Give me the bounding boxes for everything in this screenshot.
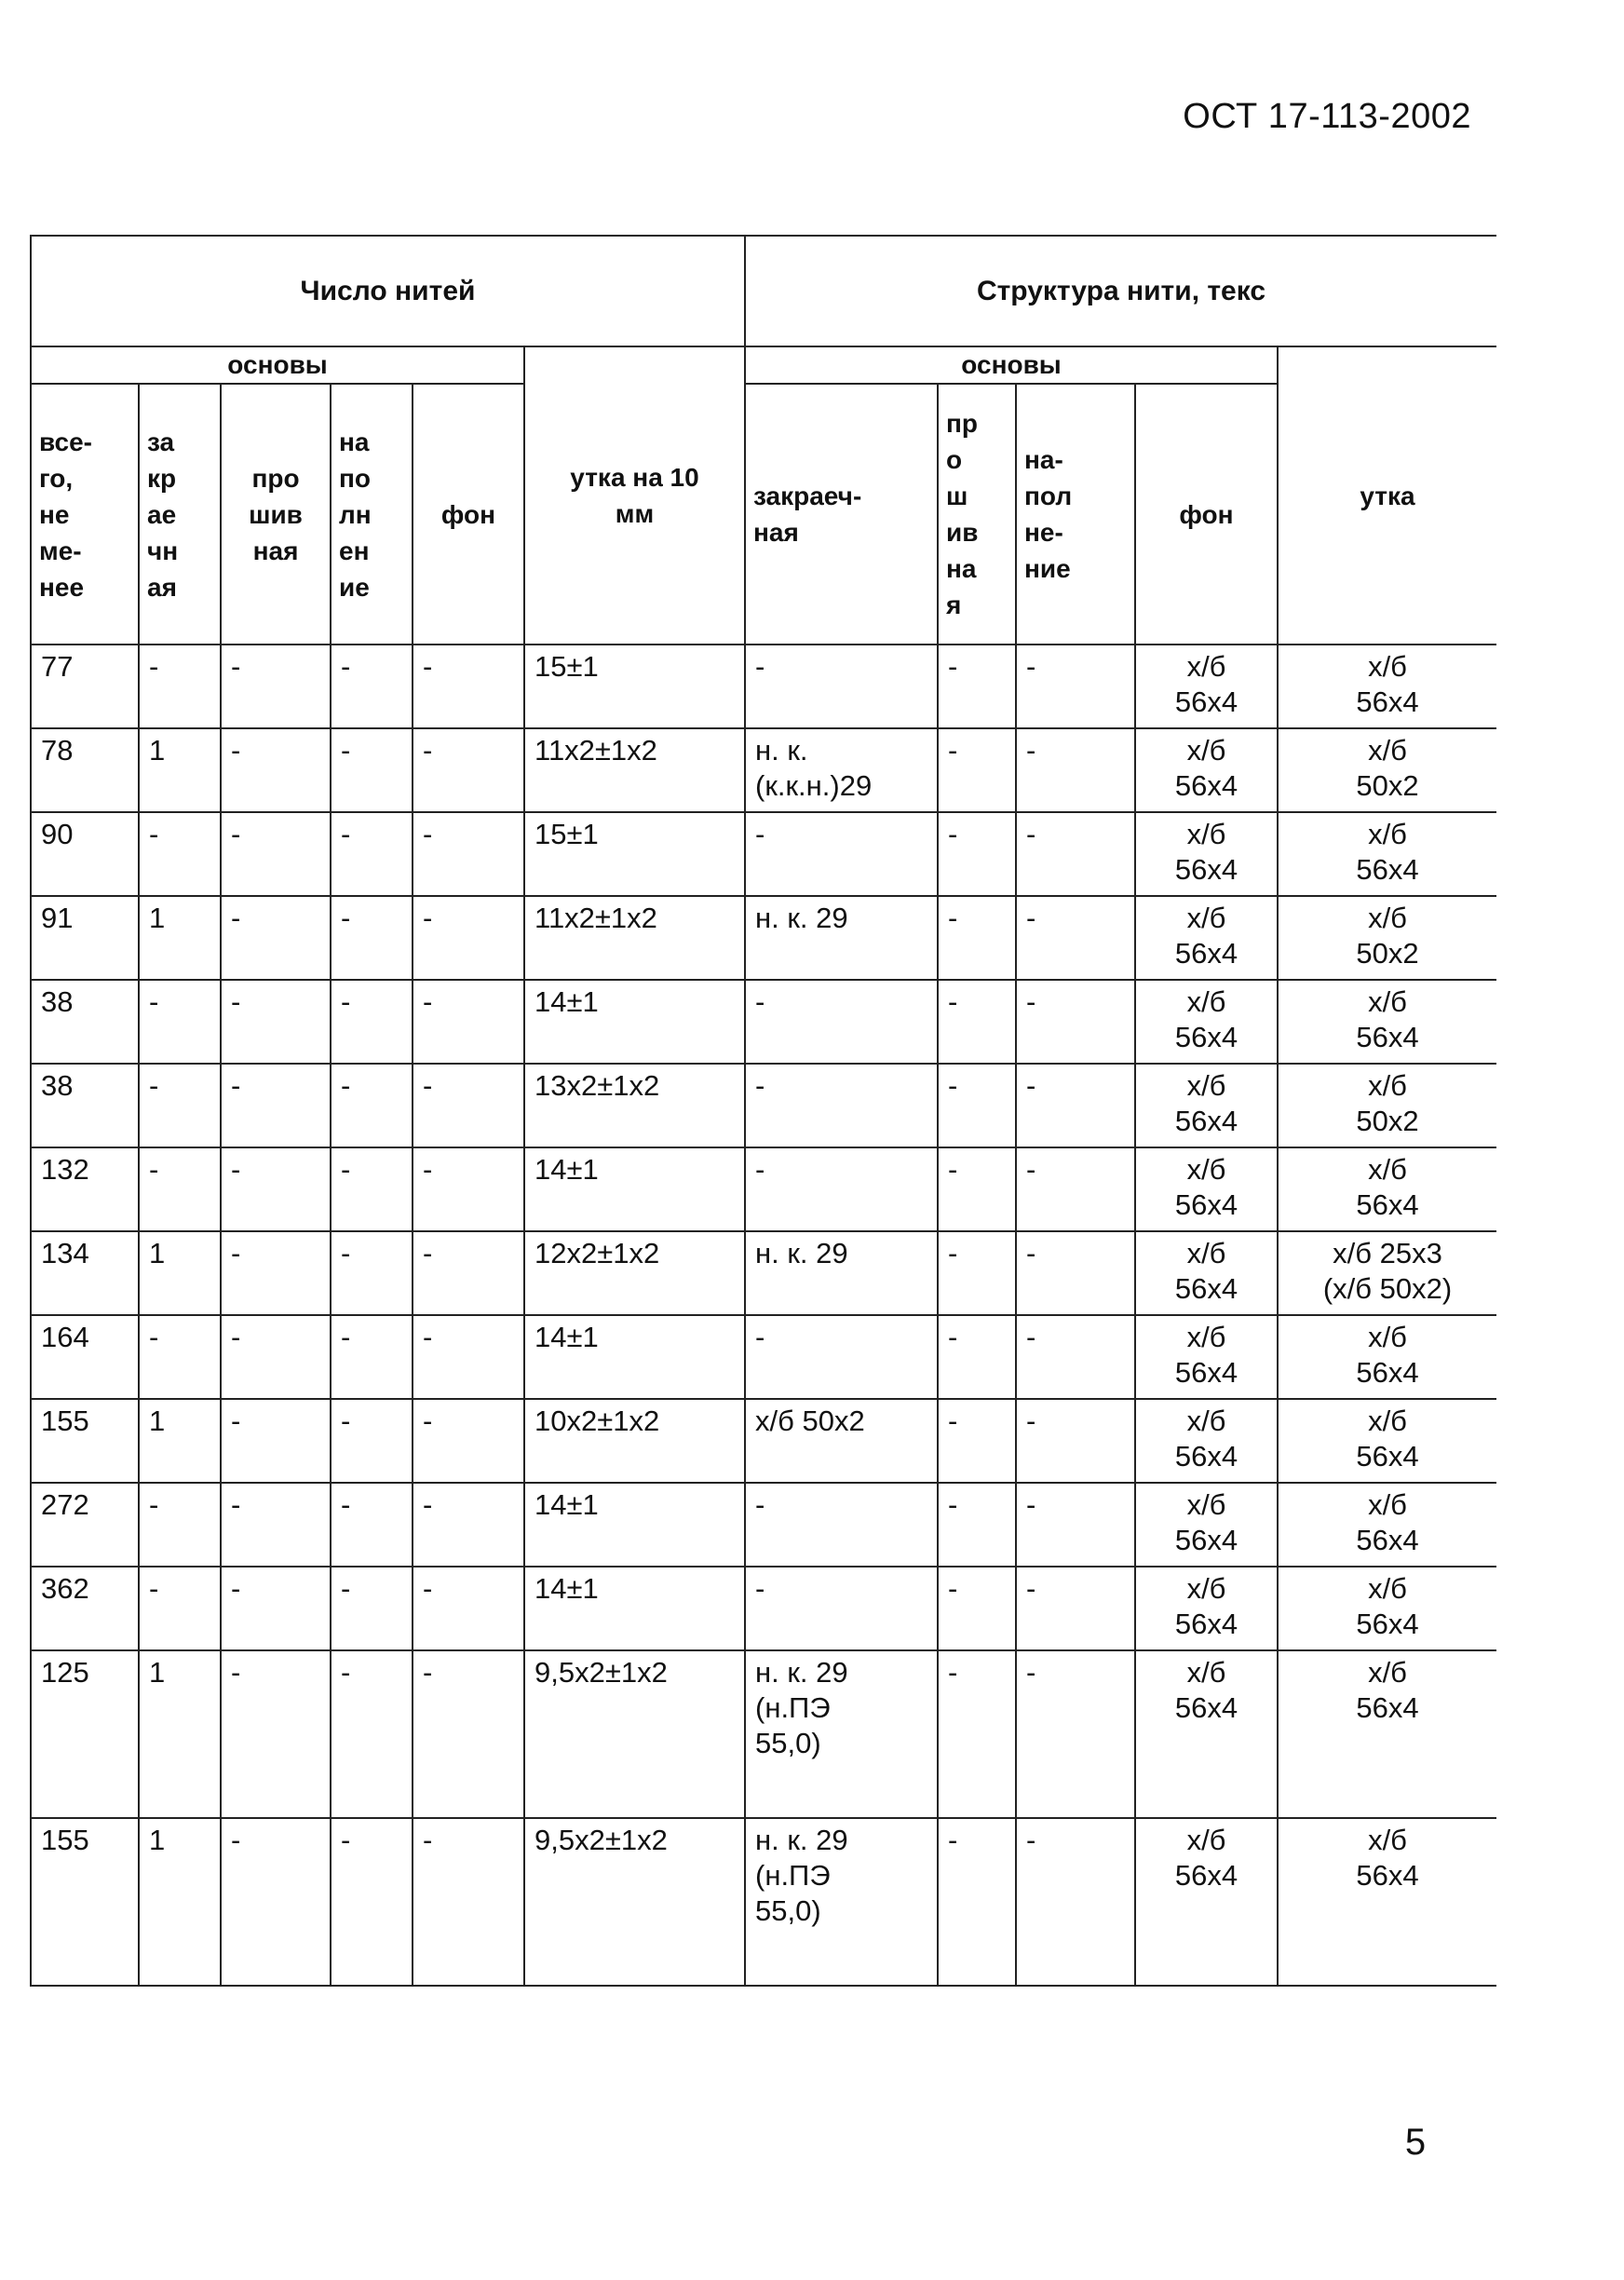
cell-total: 125 [31,1650,139,1818]
cell-ground: - [413,645,524,728]
cell-edge: 1 [139,896,221,980]
cell-ground: - [413,1567,524,1650]
cell-weft-s: х/б 56х4 [1278,645,1496,728]
group-header-thread-count: Число нитей [31,236,745,346]
cell-fill-s: - [1016,1650,1135,1818]
cell-edge-s: - [745,980,938,1064]
cell-ground-s: х/б 56х4 [1135,1650,1278,1818]
cell-edge-s: н. к. 29 (н.ПЭ 55,0) [745,1818,938,1986]
cell-stitch: - [221,1231,331,1315]
cell-fill: - [331,1064,413,1147]
cell-fill-s: - [1016,1483,1135,1567]
yarn-spec-table [30,235,1496,1987]
cell-edge: 1 [139,728,221,812]
cell-ground: - [413,812,524,896]
cell-stitch: - [221,1483,331,1567]
cell-edge-s: - [745,812,938,896]
table-row [31,1399,1496,1483]
cell-weft10: 9,5х2±1х2 [524,1650,745,1818]
cell-weft10: 15±1 [524,645,745,728]
table-row [31,896,1496,980]
cell-edge: - [139,645,221,728]
cell-stitch-s: - [938,896,1016,980]
cell-total: 132 [31,1147,139,1231]
cell-total: 38 [31,980,139,1064]
cell-ground: - [413,1483,524,1567]
cell-stitch: - [221,1147,331,1231]
cell-weft-s: х/б 56х4 [1278,980,1496,1064]
cell-fill: - [331,1650,413,1818]
cell-edge-s: - [745,645,938,728]
col-header-stitched: про шив ная [221,384,331,645]
cell-fill: - [331,1567,413,1650]
subheader-warp-structure: основы [745,346,1278,384]
table-row [31,1064,1496,1147]
cell-total: 155 [31,1399,139,1483]
cell-edge-s: н. к. (к.к.н.)29 [745,728,938,812]
table-row [31,812,1496,896]
table-row [31,645,1496,728]
cell-total: 38 [31,1064,139,1147]
cell-total: 78 [31,728,139,812]
cell-ground-s: х/б 56х4 [1135,1064,1278,1147]
cell-total: 90 [31,812,139,896]
cell-fill-s: - [1016,1567,1135,1650]
cell-ground-s: х/б 56х4 [1135,980,1278,1064]
cell-fill-s: - [1016,812,1135,896]
table-row [31,1650,1496,1818]
cell-fill-s: - [1016,1315,1135,1399]
cell-fill-s: - [1016,1147,1135,1231]
cell-stitch-s: - [938,1650,1016,1818]
cell-total: 134 [31,1231,139,1315]
cell-weft10: 14±1 [524,980,745,1064]
cell-stitch-s: - [938,1818,1016,1986]
cell-weft-s: х/б 56х4 [1278,1650,1496,1818]
cell-ground-s: х/б 56х4 [1135,1567,1278,1650]
cell-stitch: - [221,728,331,812]
header-row-columns [31,384,1496,645]
cell-fill: - [331,812,413,896]
cell-fill-s: - [1016,980,1135,1064]
cell-stitch: - [221,980,331,1064]
cell-total: 77 [31,645,139,728]
cell-fill: - [331,1231,413,1315]
cell-stitch-s: - [938,645,1016,728]
cell-ground: - [413,728,524,812]
table-body [31,645,1496,1986]
cell-stitch: - [221,896,331,980]
cell-ground: - [413,1818,524,1986]
col-header-filling-structure: на- пол не- ние [1016,384,1135,645]
cell-stitch: - [221,1567,331,1650]
cell-ground-s: х/б 56х4 [1135,896,1278,980]
cell-total: 91 [31,896,139,980]
cell-fill: - [331,896,413,980]
cell-edge: - [139,1567,221,1650]
cell-stitch-s: - [938,1231,1016,1315]
col-header-filling: на по лн ен ие [331,384,413,645]
cell-edge: 1 [139,1399,221,1483]
cell-ground-s: х/б 56х4 [1135,645,1278,728]
cell-edge: - [139,1064,221,1147]
cell-weft10: 11х2±1х2 [524,728,745,812]
cell-ground-s: х/б 56х4 [1135,1399,1278,1483]
cell-stitch-s: - [938,1315,1016,1399]
cell-weft-s: х/б 56х4 [1278,1147,1496,1231]
cell-weft10: 14±1 [524,1147,745,1231]
cell-weft-s: х/б 50х2 [1278,728,1496,812]
cell-ground: - [413,1147,524,1231]
cell-stitch: - [221,1064,331,1147]
cell-stitch-s: - [938,1567,1016,1650]
table-row [31,1483,1496,1567]
col-header-edge-structure: закраеч- ная [745,384,938,645]
cell-edge-s: - [745,1567,938,1650]
cell-fill: - [331,980,413,1064]
cell-total: 362 [31,1567,139,1650]
cell-fill: - [331,1818,413,1986]
table-row [31,1315,1496,1399]
cell-weft10: 10х2±1х2 [524,1399,745,1483]
cell-ground: - [413,1399,524,1483]
table-row [31,728,1496,812]
cell-fill: - [331,1315,413,1399]
header-row-groups [31,236,1496,346]
cell-ground: - [413,1231,524,1315]
cell-fill: - [331,645,413,728]
cell-fill-s: - [1016,645,1135,728]
cell-edge: 1 [139,1231,221,1315]
cell-stitch-s: - [938,1147,1016,1231]
cell-ground-s: х/б 56х4 [1135,1818,1278,1986]
cell-stitch: - [221,1650,331,1818]
table-row [31,1231,1496,1315]
cell-weft10: 15±1 [524,812,745,896]
cell-stitch: - [221,1315,331,1399]
cell-ground-s: х/б 56х4 [1135,1315,1278,1399]
cell-fill-s: - [1016,896,1135,980]
col-header-weft-per-10mm: утка на 10 мм [524,346,745,645]
document-code: ОСТ 17-113-2002 [1183,97,1471,136]
cell-fill-s: - [1016,1064,1135,1147]
cell-fill: - [331,1483,413,1567]
cell-stitch-s: - [938,728,1016,812]
cell-weft10: 14±1 [524,1567,745,1650]
cell-edge: - [139,980,221,1064]
cell-ground: - [413,896,524,980]
table-row [31,1818,1496,1986]
cell-ground-s: х/б 56х4 [1135,1231,1278,1315]
cell-stitch-s: - [938,1064,1016,1147]
table-row [31,1147,1496,1231]
cell-fill-s: - [1016,1231,1135,1315]
page-number: 5 [1404,2122,1427,2163]
subheader-warp-count: основы [31,346,524,384]
cell-total: 164 [31,1315,139,1399]
cell-weft10: 12х2±1х2 [524,1231,745,1315]
cell-edge-s: н. к. 29 (н.ПЭ 55,0) [745,1650,938,1818]
cell-weft10: 14±1 [524,1483,745,1567]
header-row-warp [31,346,1496,384]
cell-edge-s: н. к. 29 [745,1231,938,1315]
cell-weft-s: х/б 25х3 (х/б 50х2) [1278,1231,1496,1315]
cell-ground-s: х/б 56х4 [1135,812,1278,896]
cell-edge: - [139,1147,221,1231]
cell-fill: - [331,1147,413,1231]
cell-edge-s: - [745,1064,938,1147]
cell-stitch: - [221,812,331,896]
cell-weft-s: х/б 56х4 [1278,1818,1496,1986]
col-header-ground-structure: фон [1135,384,1278,645]
cell-edge: - [139,812,221,896]
cell-ground: - [413,1064,524,1147]
cell-ground: - [413,1315,524,1399]
cell-edge: - [139,1315,221,1399]
cell-edge: - [139,1483,221,1567]
cell-weft-s: х/б 56х4 [1278,1483,1496,1567]
cell-stitch-s: - [938,1483,1016,1567]
col-header-total: все- го, не ме- нее [31,384,139,645]
cell-fill-s: - [1016,728,1135,812]
cell-edge: 1 [139,1650,221,1818]
cell-edge-s: н. к. 29 [745,896,938,980]
cell-stitch-s: - [938,1399,1016,1483]
cell-weft-s: х/б 50х2 [1278,1064,1496,1147]
cell-total: 155 [31,1818,139,1986]
cell-stitch: - [221,1399,331,1483]
cell-total: 272 [31,1483,139,1567]
cell-edge: 1 [139,1818,221,1986]
cell-edge-s: - [745,1483,938,1567]
cell-weft10: 13х2±1х2 [524,1064,745,1147]
col-header-weft-structure: утка [1278,346,1496,645]
cell-edge-s: - [745,1147,938,1231]
cell-weft-s: х/б 56х4 [1278,1567,1496,1650]
cell-weft-s: х/б 56х4 [1278,1315,1496,1399]
cell-ground: - [413,980,524,1064]
table-row [31,980,1496,1064]
col-header-stitched-structure: пр о ш ив на я [938,384,1016,645]
cell-ground: - [413,1650,524,1818]
cell-ground-s: х/б 56х4 [1135,1147,1278,1231]
cell-edge-s: х/б 50х2 [745,1399,938,1483]
cell-stitch: - [221,645,331,728]
cell-weft10: 11х2±1х2 [524,896,745,980]
cell-stitch-s: - [938,812,1016,896]
table-row [31,1567,1496,1650]
cell-edge-s: - [745,1315,938,1399]
col-header-ground: фон [413,384,524,645]
cell-ground-s: х/б 56х4 [1135,1483,1278,1567]
cell-stitch-s: - [938,980,1016,1064]
cell-fill-s: - [1016,1818,1135,1986]
cell-fill: - [331,1399,413,1483]
cell-weft-s: х/б 56х4 [1278,812,1496,896]
col-header-edge: за кр ае чн ая [139,384,221,645]
cell-weft10: 9,5х2±1х2 [524,1818,745,1986]
group-header-yarn-structure: Структура нити, текс [745,236,1496,346]
cell-weft-s: х/б 56х4 [1278,1399,1496,1483]
cell-fill-s: - [1016,1399,1135,1483]
cell-stitch: - [221,1818,331,1986]
cell-fill: - [331,728,413,812]
cell-weft-s: х/б 50х2 [1278,896,1496,980]
cell-weft10: 14±1 [524,1315,745,1399]
cell-ground-s: х/б 56х4 [1135,728,1278,812]
